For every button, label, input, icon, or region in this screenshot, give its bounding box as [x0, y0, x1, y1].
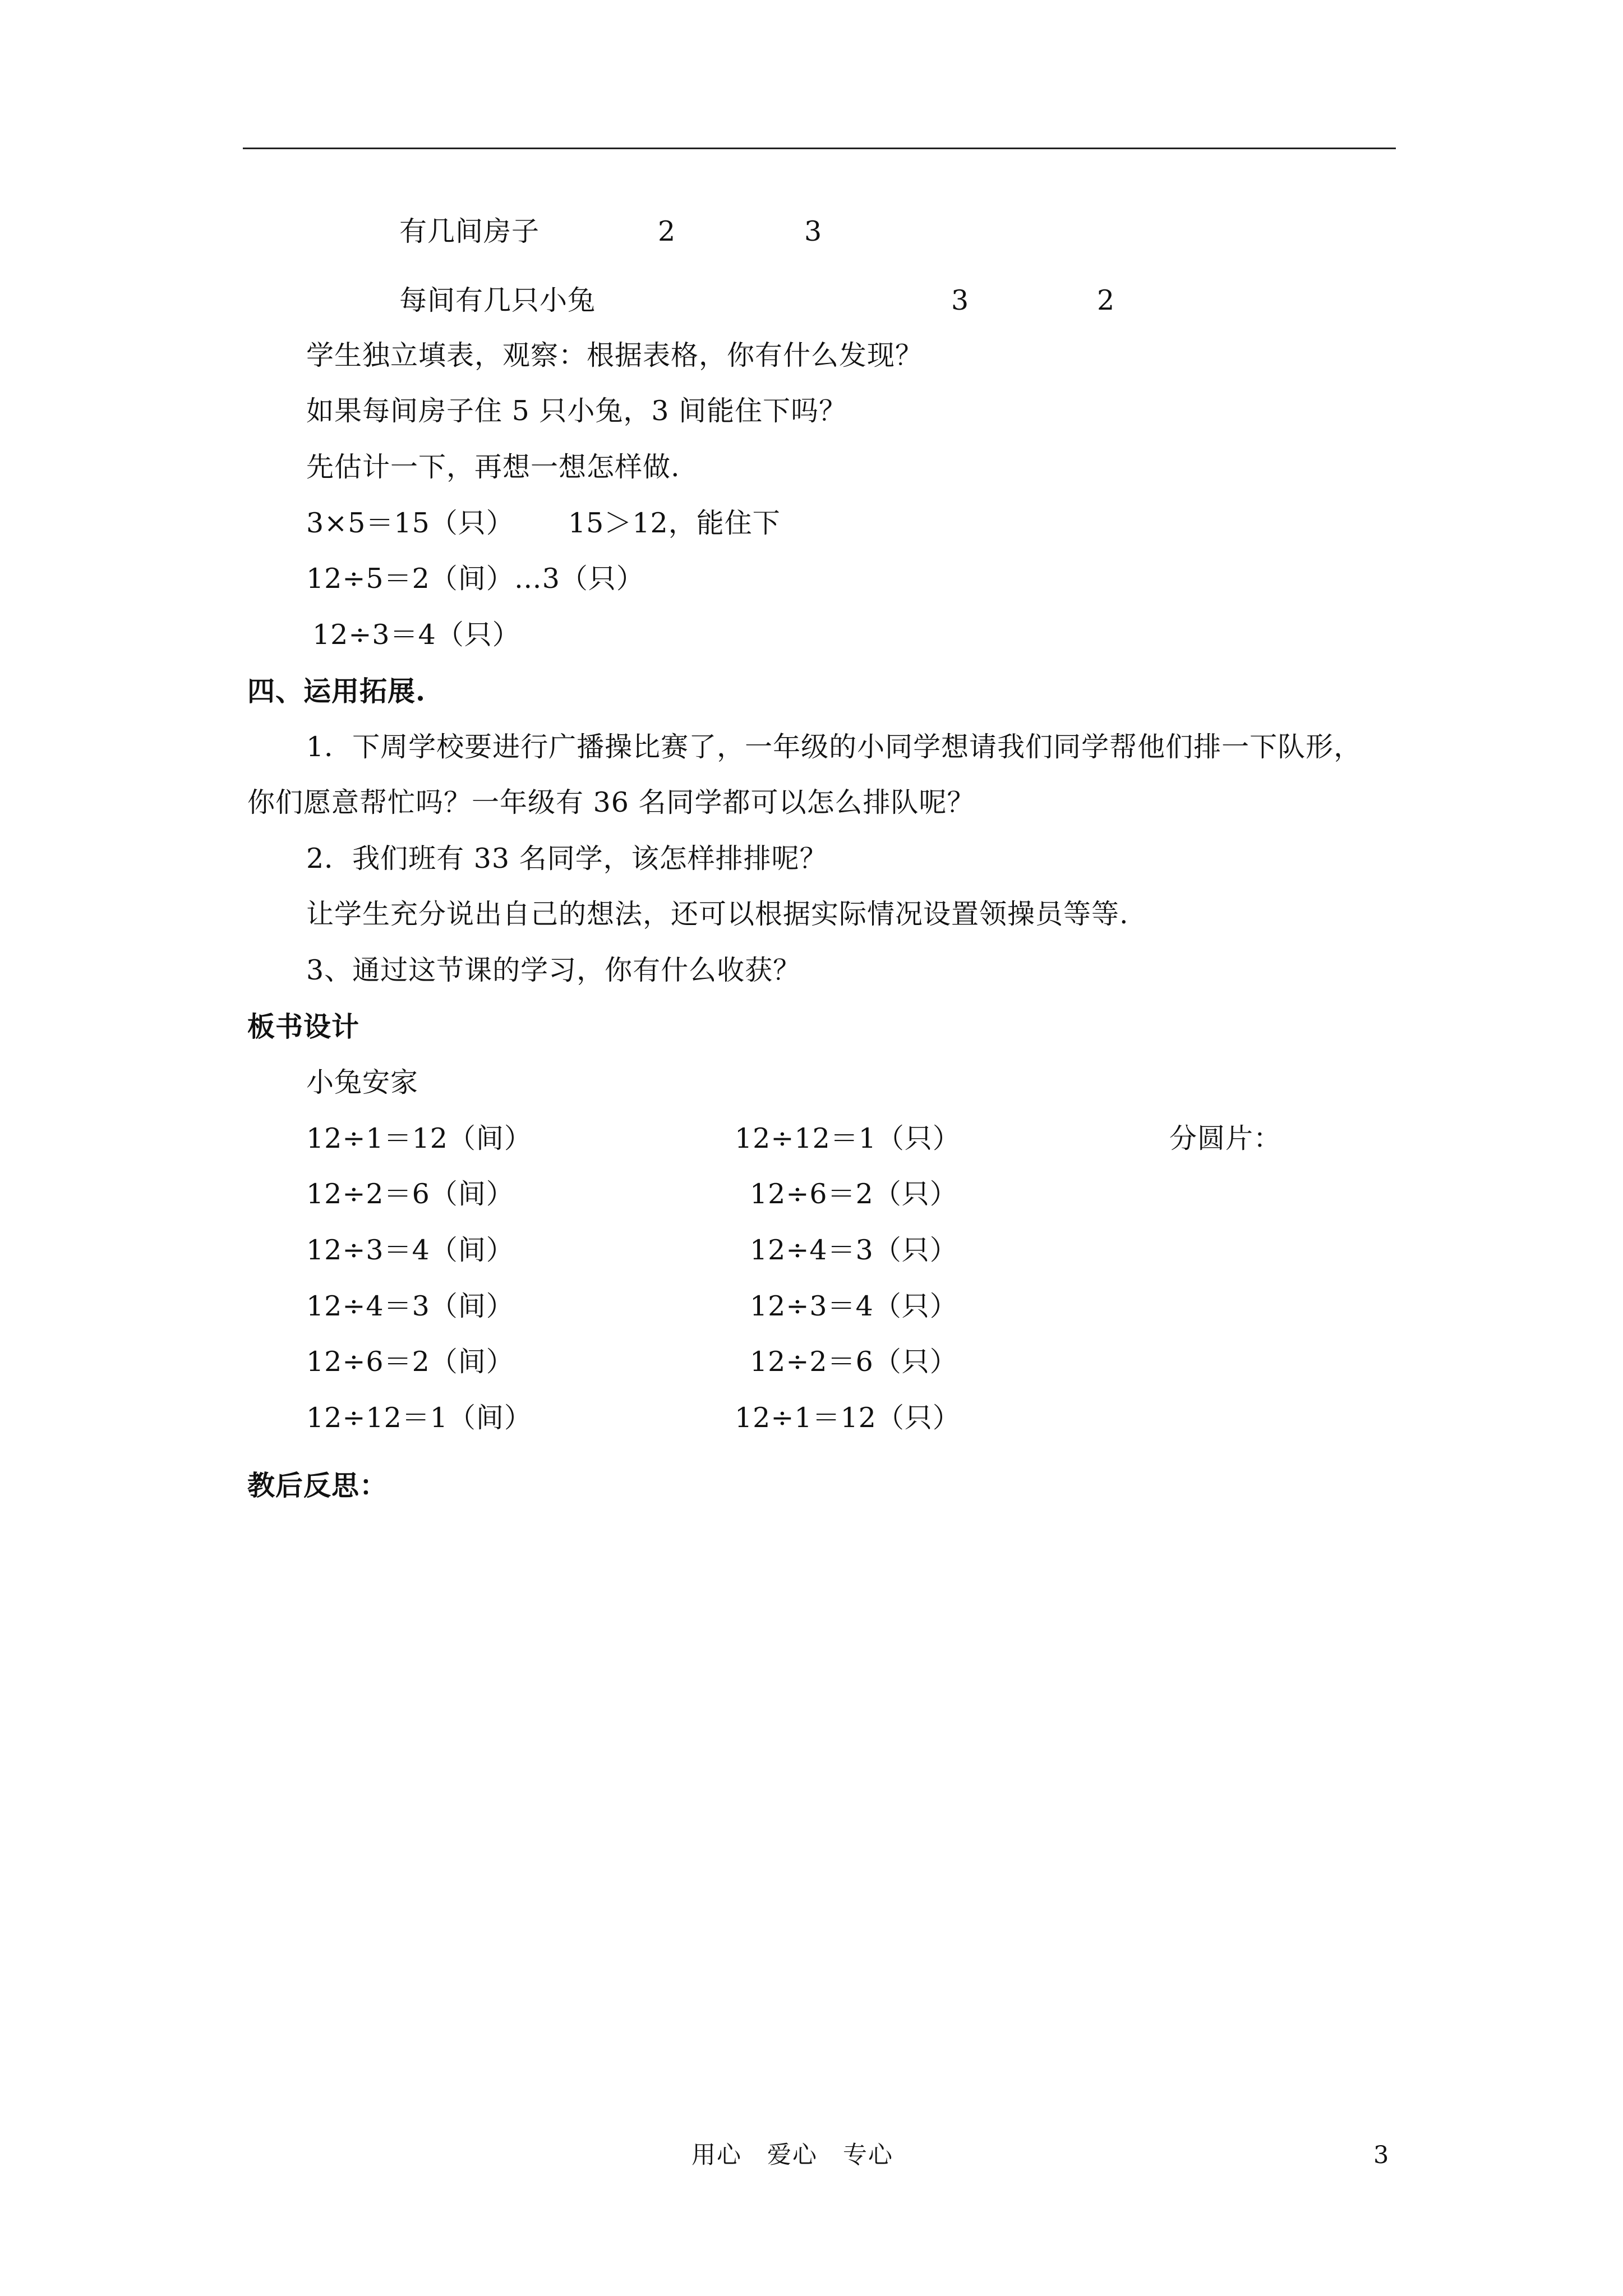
- board-left-eq-4: 12÷4＝3（间）: [306, 1290, 514, 1322]
- footer-motto: 用心 爱心 专心: [691, 2141, 893, 2169]
- table-row2-value1: 3: [951, 284, 970, 316]
- para-question: 如果每间房子住 5 只小兔，3 间能住下吗？: [306, 395, 847, 427]
- exercise-2: 2．我们班有 33 名同学，该怎样排排呢？: [306, 843, 828, 875]
- table-row1-label: 有几间房子: [399, 215, 540, 247]
- board-right-eq-5: 12÷2＝6（只）: [750, 1346, 958, 1378]
- exercise-note: 让学生充分说出自己的想法，还可以根据实际情况设置领操员等等.: [306, 898, 1129, 930]
- board-left-eq-1: 12÷1＝12（间）: [306, 1122, 532, 1154]
- board-left-eq-6: 12÷12＝1（间）: [306, 1402, 532, 1434]
- board-right-eq-4: 12÷3＝4（只）: [750, 1290, 958, 1322]
- table-row1-value2: 3: [804, 215, 823, 247]
- para-observe: 学生独立填表，观察：根据表格，你有什么发现？: [306, 339, 924, 371]
- equation-multiply: 3×5＝15（只）: [306, 507, 514, 539]
- equation-compare: 15＞12，能住下: [568, 507, 781, 539]
- para-estimate: 先估计一下，再想一想怎样做.: [306, 451, 680, 483]
- board-left-eq-5: 12÷6＝2（间）: [306, 1346, 514, 1378]
- section-heading-reflection: 教后反思：: [247, 1469, 388, 1502]
- equation-divide-3: 12÷3＝4（只）: [312, 619, 520, 651]
- equation-divide-5: 12÷5＝2（间）…3（只）: [306, 563, 644, 595]
- board-right-eq-3: 12÷4＝3（只）: [750, 1234, 958, 1266]
- table-row2-value2: 2: [1097, 284, 1115, 316]
- exercise-1-line2: 你们愿意帮忙吗？一年级有 36 名同学都可以怎么排队呢？: [247, 786, 975, 818]
- header-rule: [243, 148, 1396, 149]
- exercise-3: 3、通过这节课的学习，你有什么收获？: [306, 954, 801, 986]
- board-side-label: 分圆片：: [1169, 1122, 1282, 1154]
- board-right-eq-2: 12÷6＝2（只）: [750, 1178, 958, 1210]
- board-title: 小兔安家: [306, 1066, 419, 1098]
- exercise-1-line1: 1．下周学校要进行广播操比赛了，一年级的小同学想请我们同学帮他们排一下队形，: [306, 731, 1362, 763]
- board-left-eq-3: 12÷3＝4（间）: [306, 1234, 514, 1266]
- table-row2-label: 每间有几只小兔: [399, 284, 596, 316]
- section-heading-board: 板书设计: [247, 1010, 360, 1043]
- board-right-eq-1: 12÷12＝1（只）: [735, 1122, 961, 1154]
- board-right-eq-6: 12÷1＝12（只）: [735, 1402, 961, 1434]
- page-number: 3: [1373, 2141, 1390, 2169]
- table-row1-value1: 2: [658, 215, 676, 247]
- section-heading-extension: 四、运用拓展.: [247, 675, 426, 707]
- board-left-eq-2: 12÷2＝6（间）: [306, 1178, 514, 1210]
